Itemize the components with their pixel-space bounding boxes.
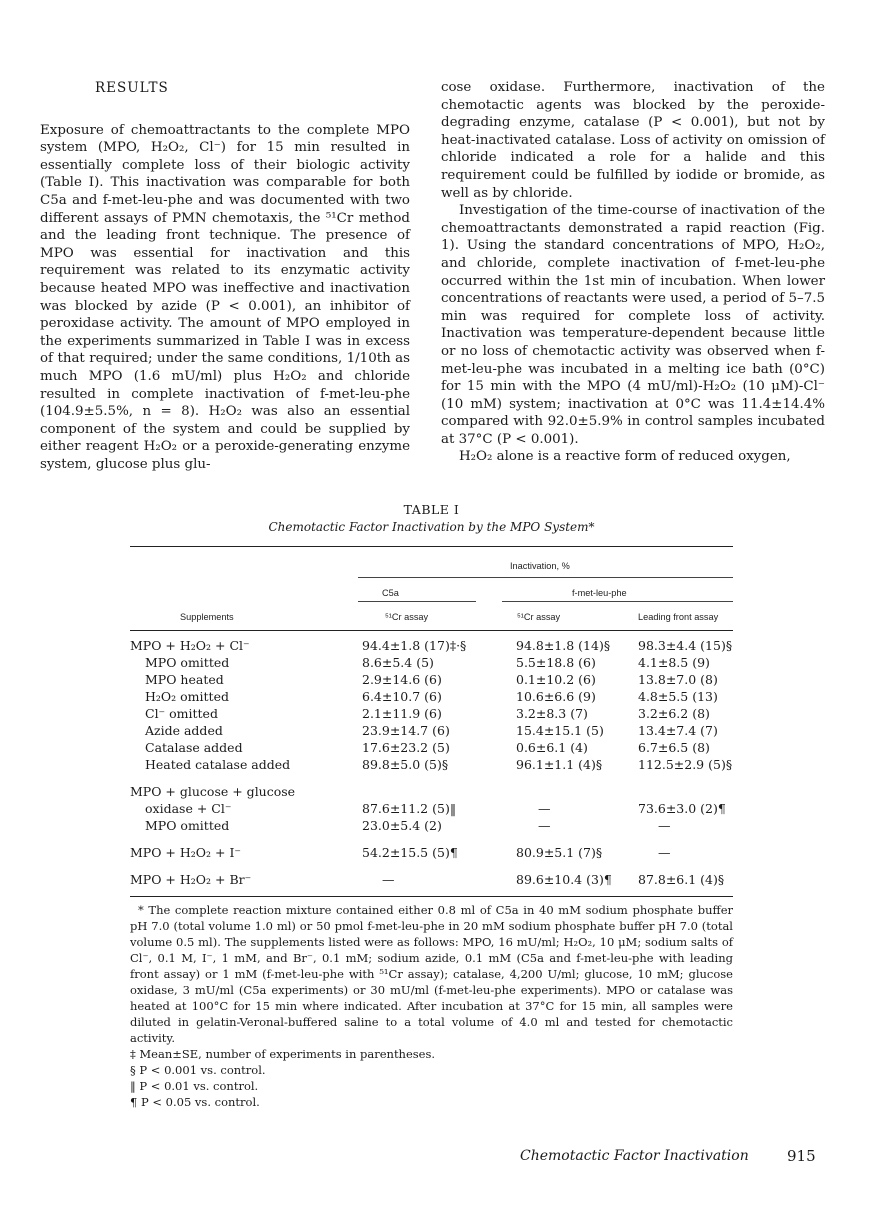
supplement-cell: Catalase added bbox=[145, 740, 243, 755]
supplement-cell: MPO + glucose + glucose bbox=[130, 784, 296, 799]
fmlp-cr-cell: 15.4±15.1 (5) bbox=[516, 723, 604, 738]
cr-assay-c5a-header: ⁵¹Cr assay bbox=[385, 612, 429, 622]
c5a-cell: 6.4±10.7 (6) bbox=[362, 689, 442, 704]
cr-assay-fmlp-header: ⁵¹Cr assay bbox=[517, 612, 561, 622]
table-row bbox=[130, 818, 733, 836]
c5a-cell: 23.9±14.7 (6) bbox=[362, 723, 450, 738]
fmlp-lf-cell: 112.5±2.9 (5)§ bbox=[638, 757, 733, 772]
fmlp-lf-cell: 98.3±4.4 (15)§ bbox=[638, 638, 733, 653]
c5a-cell: 89.8±5.0 (5)§ bbox=[362, 757, 449, 772]
fmlp-lf-cell: 73.6±3.0 (2)¶ bbox=[638, 801, 726, 816]
c5a-subrule bbox=[358, 601, 476, 602]
table-row bbox=[130, 723, 733, 741]
footnote-dagger: ‡ Mean±SE, number of experiments in parentheses. bbox=[130, 1047, 436, 1061]
results-paragraph-right-1: cose oxidase. Furthermore, inactivation of the chemotactic agents was blocked by the peroxide-degrading enzyme, catalase (P < 0.001), but not by heat-inactivated catalase. Loss of activity on omission of chloride indicated a role for a halide and this requirement could be fulfilled by iodide or bromide, as well as by chloride. bbox=[441, 80, 825, 201]
fmlp-lf-cell: 13.4±7.4 (7) bbox=[638, 723, 718, 738]
table-row bbox=[130, 757, 733, 775]
results-paragraph-right-2: Investigation of the time-course of inactivation of the chemoattractants demonstrated a rapid reaction (Fig. 1). Using the standard concentrations of MPO, H₂O₂, and chloride, complete inactivation of f-met-leu-phe occurred within the 1st min of incubation. When lower concentrations of reactants were used, a period of 5–7.5 min was required for complete loss of activity. Inactivation was temperature-dependent because little or no loss of chemotactic activity was observed when f-met-leu-phe was incubated in a melting ice bath (0°C) for 15 min with the MPO (4 mU/ml)-H₂O₂ (10 μM)-Cl⁻ (10 mM) system; inactivation at 0°C was 11.4±14.4% compared with 92.0±5.9% in control samples incubated at 37°C (P < 0.001). bbox=[441, 203, 825, 447]
fmlp-cr-cell: 96.1±1.1 (4)§ bbox=[516, 757, 603, 772]
fmlp-cr-cell: — bbox=[538, 818, 551, 833]
supplements-header: Supplements bbox=[180, 612, 234, 622]
fmlp-lf-cell: 6.7±6.5 (8) bbox=[638, 740, 710, 755]
left-column bbox=[40, 80, 410, 473]
table-label: TABLE I bbox=[403, 502, 460, 517]
c5a-cell: 87.6±11.2 (5)‖ bbox=[362, 801, 457, 816]
fmlp-lf-cell: 3.2±6.2 (8) bbox=[638, 706, 710, 721]
table-footnotes bbox=[130, 902, 733, 1110]
fmlp-lf-cell: — bbox=[658, 845, 671, 860]
supplement-cell: H₂O₂ omitted bbox=[145, 689, 229, 704]
fmlp-cr-cell: 10.6±6.6 (9) bbox=[516, 689, 596, 704]
supplement-cell: MPO + H₂O₂ + Cl⁻ bbox=[130, 638, 250, 653]
c5a-cell: 8.6±5.4 (5) bbox=[362, 655, 434, 670]
fmlp-cr-cell: 94.8±1.8 (14)§ bbox=[516, 638, 611, 653]
supplement-cell: Cl⁻ omitted bbox=[145, 706, 218, 721]
table-title: Chemotactic Factor Inactivation by the MPO System* bbox=[268, 520, 595, 534]
fmlp-cr-cell: 0.6±6.1 (4) bbox=[516, 740, 588, 755]
fmlp-cr-cell: 80.9±5.1 (7)§ bbox=[516, 845, 603, 860]
leading-front-header: Leading front assay bbox=[638, 612, 719, 622]
c5a-cell: 17.6±23.2 (5) bbox=[362, 740, 450, 755]
table-row bbox=[130, 784, 733, 802]
c5a-cell: 54.2±15.5 (5)¶ bbox=[362, 845, 458, 860]
supplement-cell: oxidase + Cl⁻ bbox=[145, 801, 232, 816]
fmlp-cr-cell: 3.2±8.3 (7) bbox=[516, 706, 588, 721]
fmlp-cr-cell: 5.5±18.8 (6) bbox=[516, 655, 596, 670]
table-row bbox=[130, 845, 733, 863]
fmlp-lf-cell: 87.8±6.1 (4)§ bbox=[638, 872, 725, 887]
footnote-pilcrow: ¶ P < 0.05 vs. control. bbox=[130, 1095, 260, 1109]
footnote-main: * The complete reaction mixture contained either 0.8 ml of C5a in 40 mM sodium phosphate buffer pH 7.0 (total volume 1.0 ml) or 50 pmol f-met-leu-phe in 20 mM sodium phosphate buffer pH 7.0 (total volume 0.5 ml). The supplements listed were as follows: MPO, 16 mU/ml; H₂O₂, 10 μM; sodium salts of Cl⁻, 0.1 M, I⁻, 1 mM, and Br⁻, 0.1 mM; sodium azide, 0.1 mM (C5a and f-met-leu-phe with leading front assay) or 1 mM (f-met-leu-phe with ⁵¹Cr assay); catalase, 4,200 U/ml; glucose, 10 mM; glucose oxidase, 3 mU/ml (C5a experiments) or 30 mU/ml (f-met-leu-phe experiments). MPO or catalase was heated at 100°C for 15 min where indicated. After incubation at 37°C for 15 min, all samples were diluted in gelatin-Veronal-buffered saline to a total volume of 4.0 ml and tested for chemotactic activity. bbox=[130, 903, 733, 1045]
supplement-cell: Azide added bbox=[145, 723, 223, 738]
running-footer: Chemotactic Factor Inactivation bbox=[520, 1148, 749, 1164]
c5a-cell: 94.4±1.8 (17)‡·§ bbox=[362, 638, 467, 653]
table-row bbox=[130, 740, 733, 758]
c5a-cell: 23.0±5.4 (2) bbox=[362, 818, 442, 833]
c5a-cell: 2.9±14.6 (6) bbox=[362, 672, 442, 687]
fmlp-lf-cell: 13.8±7.0 (8) bbox=[638, 672, 718, 687]
table-top-rule bbox=[130, 546, 733, 547]
c5a-header: C5a bbox=[382, 588, 399, 598]
supplement-cell: MPO + H₂O₂ + Br⁻ bbox=[130, 872, 252, 887]
fmlp-cr-cell: — bbox=[538, 801, 551, 816]
table-row bbox=[130, 689, 733, 707]
supplement-cell: MPO omitted bbox=[145, 655, 230, 670]
table-row bbox=[130, 872, 733, 890]
table-row bbox=[130, 801, 733, 819]
table-row bbox=[130, 672, 733, 690]
right-column bbox=[441, 79, 825, 466]
supplement-cell: Heated catalase added bbox=[145, 757, 291, 772]
page-number: 915 bbox=[787, 1147, 816, 1165]
footnote-parallel: ‖ P < 0.01 vs. control. bbox=[130, 1079, 259, 1093]
fmlp-subrule bbox=[502, 601, 733, 602]
table-row bbox=[130, 655, 733, 673]
table-row bbox=[130, 706, 733, 724]
fmlp-lf-cell: 4.1±8.5 (9) bbox=[638, 655, 710, 670]
supplement-cell: MPO heated bbox=[145, 672, 224, 687]
results-paragraph-right-3: H₂O₂ alone is a reactive form of reduced oxygen, bbox=[459, 449, 791, 465]
table-row bbox=[130, 638, 733, 656]
c5a-cell: — bbox=[382, 872, 395, 887]
fmlp-header: f-met-leu-phe bbox=[572, 588, 627, 598]
inactivation-subrule bbox=[358, 577, 733, 578]
supplement-cell: MPO omitted bbox=[145, 818, 230, 833]
fmlp-cr-cell: 0.1±10.2 (6) bbox=[516, 672, 596, 687]
footnote-section: § P < 0.001 vs. control. bbox=[130, 1063, 266, 1077]
fmlp-lf-cell: — bbox=[658, 818, 671, 833]
results-heading: RESULTS bbox=[95, 80, 169, 96]
supplement-cell: MPO + H₂O₂ + I⁻ bbox=[130, 845, 242, 860]
header-bottom-rule bbox=[130, 630, 733, 631]
c5a-cell: 2.1±11.9 (6) bbox=[362, 706, 442, 721]
table-1 bbox=[130, 502, 733, 887]
table-bottom-rule bbox=[130, 896, 733, 897]
fmlp-lf-cell: 4.8±5.5 (13) bbox=[638, 689, 718, 704]
results-paragraph-left: Exposure of chemoattractants to the complete MPO system (MPO, H₂O₂, Cl⁻) for 15 min resulted in essentially complete loss of their biologic activity (Table I). This inactivation was comparable for both C5a and f-met-leu-phe and was documented with two different assays of PMN chemotaxis, the ⁵¹Cr method and the leading front technique. The presence of MPO was essential for inactivation and this requirement was related to its enzymatic activity because heated MPO was ineffective and inactivation was blocked by azide (P < 0.001), an inhibitor of peroxidase activity. The amount of MPO employed in the experiments summarized in Table I was in excess of that required; under the same conditions, 1/10th as much MPO (1.6 mU/ml) plus H₂O₂ and chloride resulted in complete inactivation of f-met-leu-phe (104.9±5.5%, n = 8). H₂O₂ was also an essential component of the system and could be supplied by either reagent H₂O₂ or a peroxide-generating enzyme system, glucose plus glu- bbox=[40, 122, 410, 472]
fmlp-cr-cell: 89.6±10.4 (3)¶ bbox=[516, 872, 612, 887]
inactivation-header: Inactivation, % bbox=[510, 561, 570, 571]
